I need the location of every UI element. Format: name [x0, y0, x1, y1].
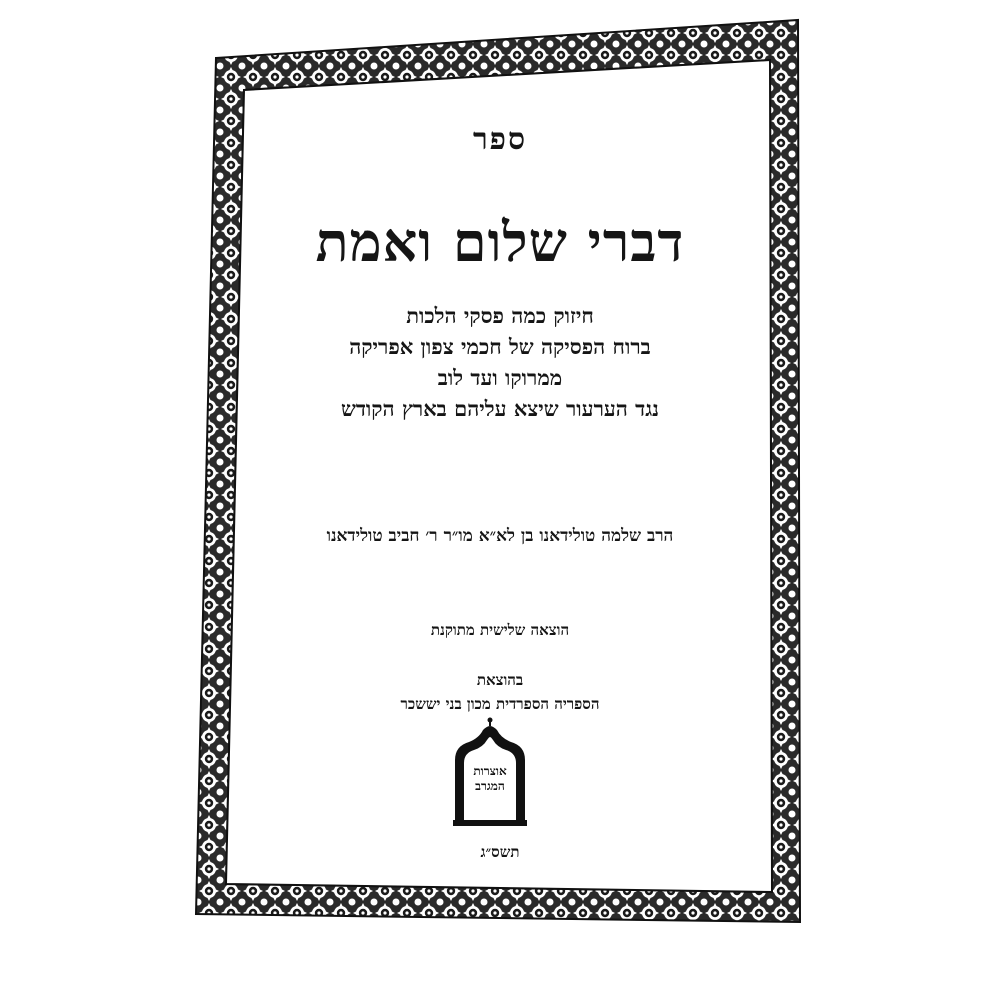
subtitle-line: נגד הערעור שיצא עליהם בארץ הקודש	[340, 396, 660, 421]
subtitle-line: חיזוק כמה פסקי הלכות	[406, 303, 594, 328]
publisher-line: בהוצאת	[476, 671, 524, 689]
book-title: דברי שלום ואמת	[315, 210, 685, 274]
logo-text: המגרב	[475, 779, 505, 793]
publication-year: תשס״ג	[480, 843, 520, 861]
publisher-logo	[449, 716, 531, 828]
book-edition: הוצאה שלישית מתוקנת	[430, 621, 570, 639]
book-publisher	[240, 668, 760, 716]
logo-text: אוצרות	[473, 764, 507, 778]
book-subtitle	[240, 300, 760, 424]
subtitle-line: ממרוקו ועד לוב	[437, 365, 563, 390]
publisher-line: הספריה הספרדית מכון בני יששכר	[400, 695, 600, 713]
book-kicker: ספר	[472, 122, 528, 157]
subtitle-line: ברוח הפסיקה של חכמי צפון אפריקה	[349, 334, 651, 359]
book-author: הרב שלמה טולידאנו בן לא״א מו״ר ר׳ חביב טולידאנו	[326, 526, 674, 546]
